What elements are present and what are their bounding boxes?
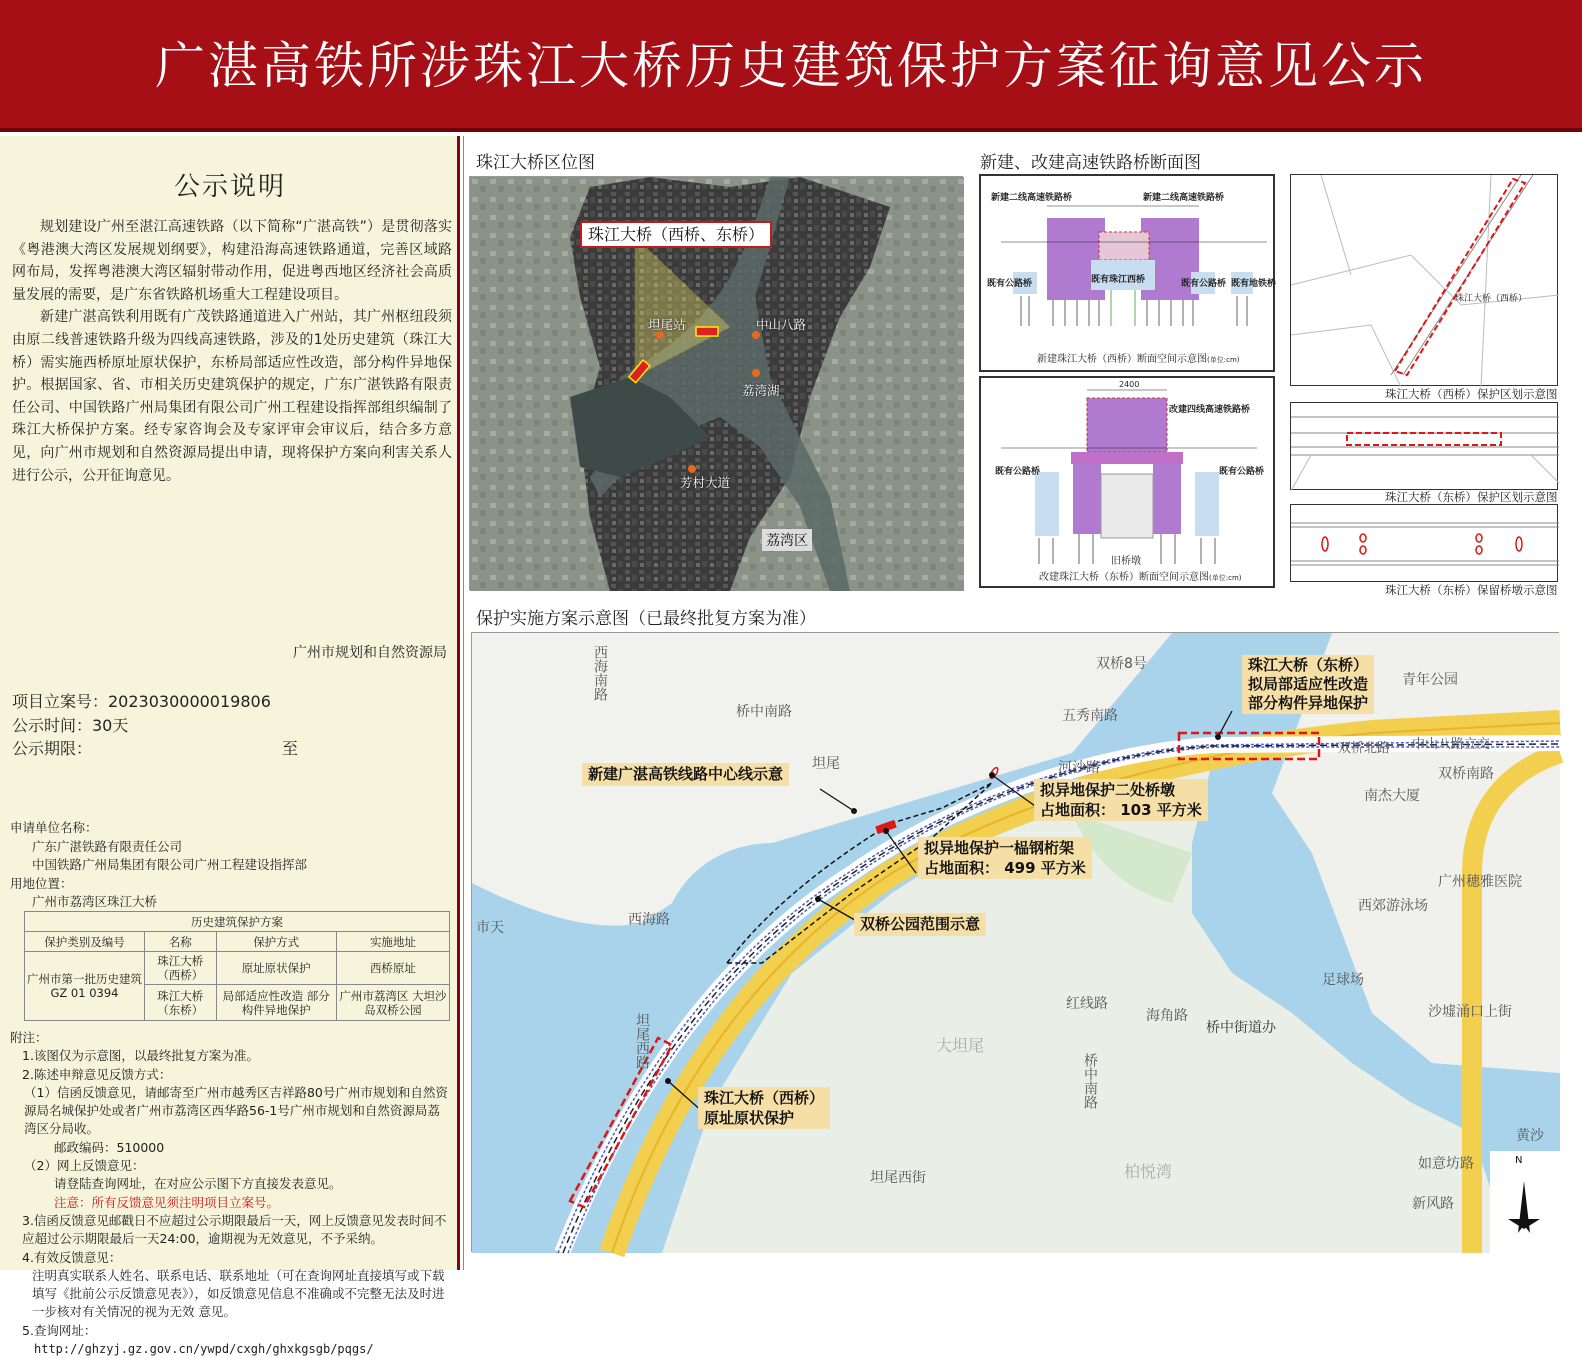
east-dim-top: 2400 (1119, 380, 1140, 389)
poi-label: 南杰大厦 (1364, 788, 1420, 804)
poi-label: 青年公园 (1402, 672, 1458, 688)
title-banner (0, 0, 1582, 132)
table-cell-category: 广州市第一批历史建筑 GZ 01 0394 (25, 952, 145, 1021)
truss-label: 拟异地保护一榀钢桁架 占地面积： 499 平方米 (918, 837, 1092, 879)
table-cell: 广州市荔湾区 大坦沙岛双桥公园 (336, 985, 449, 1021)
poi-label: 足球场 (1322, 972, 1364, 988)
place-label: 芳村大道 (680, 475, 731, 490)
district-label: 荔湾区 (762, 529, 812, 551)
west-new-line-right: 新建二线高速铁路桥 (1143, 193, 1225, 203)
protection-table (24, 911, 450, 1021)
poi-label: 柏悦湾 (1124, 1162, 1173, 1181)
west-exist-road-right: 既有公路桥 (1181, 279, 1227, 289)
east-zone-caption: 珠江大桥（东桥）保护区划示意图 (1385, 490, 1558, 504)
location-map-title: 珠江大桥区位图 (476, 153, 595, 173)
table-row (25, 952, 450, 985)
main-map (471, 632, 1559, 1252)
query-url[interactable]: http://ghzyj.gz.gov.cn/ywpd/cxgh/ghxkgsgb/pqgs/ (34, 1342, 374, 1357)
notice-panel (0, 136, 460, 1357)
page-title: 广湛高铁所涉珠江大桥历史建筑保护方案征询意见公示 (155, 37, 1427, 95)
east-bridge-label: 珠江大桥（东桥） 拟局部适应性改造 部分构件异地保护 (1242, 655, 1374, 714)
sections-title: 新建、改建高速铁路桥断面图 (980, 153, 1201, 173)
east-zone-drawing (1291, 403, 1559, 491)
table-cell: 局部适应性改造 部分构件异地保护 (216, 985, 336, 1021)
poi-label: 桥中南路 (1082, 1053, 1098, 1109)
west-exist-bridge: 既有珠江西桥 (1091, 275, 1146, 285)
project-number: 项目立案号：2023030000019806 (12, 692, 271, 711)
applicant-2: 中国铁路广州局集团有限公司广州工程建设指挥部 (32, 857, 308, 872)
notice-duration: 公示时间：30天 (12, 715, 129, 735)
east-section (979, 376, 1275, 588)
table-cell: 原址原状保护 (216, 952, 336, 985)
east-exist-road-left: 既有公路桥 (995, 467, 1041, 477)
location-map (469, 176, 963, 590)
note-3: 3.信函反馈意见邮戳日不应超过公示期限最后一天，网上反馈意见发表时间不应超过公示期限最后一天24:00，逾期视为无效意见，不予采纳。 (22, 1212, 447, 1247)
issuing-agency: 广州市规划和自然资源局 (293, 645, 447, 661)
poi-label: 海角路 (1146, 1008, 1188, 1024)
poi-label: 沙墟涌口上街 (1428, 1004, 1512, 1020)
east-exist-road-right: 既有公路桥 (1219, 467, 1265, 477)
poi-label: 双桥北路 (1338, 741, 1391, 756)
poi-label: 黄沙 (1516, 1128, 1544, 1144)
poi-label: 西海南路 (592, 645, 608, 701)
west-bridge-label: 珠江大桥（西桥） 原址原状保护 (698, 1087, 830, 1129)
note-2a: （1）信函反馈意见，请邮寄至广州市越秀区吉祥路80号广州市规划和自然资源局名城保护处或者广州市荔湾区西华路56-1号广州市规划和自然资源局荔湾区分局收。 (24, 1084, 448, 1137)
notice-period: 公示期限： (12, 739, 93, 758)
east-pier-drawing (1291, 505, 1559, 583)
poi-label: 新风路 (1412, 1196, 1454, 1212)
notice-period-to: 至 (282, 739, 299, 758)
compass-icon: N (1515, 1155, 1523, 1166)
table-header: 名称 (145, 932, 217, 952)
poi-label: 大坦尾 (936, 1036, 985, 1055)
poi-label: 广州穗雅医院 (1438, 874, 1522, 890)
note-2a-zip: 邮政编码：510000 (54, 1139, 165, 1155)
notes (10, 1029, 450, 1358)
park-label: 双桥公园范围示意 (854, 913, 986, 936)
notice-paragraph-2: 新建广湛高铁利用既有广茂铁路通道进入广州站，其广州枢纽段须由原二线普速铁路升级为四线高速铁路，涉及的1处历史建筑（珠江大桥）需实施西桥原址原状保护，东桥局部适应性改造，部分构件异地保护。根据国家、省、市相关历史建筑保护的规定，广东广湛铁路有限责任公司、中国铁路广州局集团有限公司广州工程建设指挥部组织编制了珠江大桥保护方案。经专家咨询会及专家评审会审议后，结合多方意见，向广州市规划和自然资源局提出申请，现将保护方案向利害关系人进行公示，公开征询意见。 (12, 309, 452, 484)
east-section-caption: 改建珠江大桥（东桥）断面空间示意图(单位:cm) (1039, 572, 1242, 583)
table-caption: 历史建筑保护方案 (25, 912, 450, 932)
note-5: 5.查询网址： (22, 1322, 97, 1338)
main-map-drawing (472, 633, 1560, 1253)
table-header: 实施地址 (336, 932, 449, 952)
table-header: 保护类别及编号 (25, 932, 145, 952)
figures-panel (463, 136, 1582, 1270)
poi-label: 市天 (476, 920, 504, 936)
east-zone-map (1290, 402, 1558, 490)
site-value: 广州市荔湾区珠江大桥 (32, 894, 158, 909)
table-cell: 西桥原址 (336, 952, 449, 985)
note-2b-text: 请登陆查询网址，在对应公示图下方直接发表意见。 (54, 1176, 342, 1192)
west-zone-caption: 珠江大桥（西桥）保护区划示意图 (1385, 387, 1558, 401)
poi-label: 西海路 (628, 912, 670, 928)
note-4: 4.有效反馈意见： (22, 1249, 122, 1265)
place-label: 中山八路 (756, 317, 807, 332)
place-label: 荔湾湖 (742, 383, 780, 398)
west-zone-map (1290, 174, 1558, 386)
west-new-line-left: 新建二线高速铁路桥 (991, 193, 1073, 203)
note-2: 2.陈述申辩意见反馈方式： (22, 1066, 172, 1082)
applicant-label: 申请单位名称： (10, 820, 98, 835)
note-2b: （2）网上反馈意见： (24, 1158, 145, 1174)
poi-label: 双桥南路 (1438, 766, 1494, 782)
poi-label: 河沙路 (1058, 760, 1100, 776)
west-zone-label: 珠江大桥（西桥） (1455, 294, 1528, 304)
poi-label: 坦尾西街 (870, 1170, 926, 1186)
poi-label: 桥中街道办 (1206, 1020, 1276, 1036)
west-exist-metro: 既有地铁桥 (1231, 279, 1277, 289)
note-1: 1.该图仅为示意图，以最终批复方案为准。 (22, 1048, 259, 1064)
west-zone-drawing (1291, 175, 1559, 387)
notice-body (12, 216, 452, 487)
poi-label: 如意坊路 (1418, 1156, 1474, 1172)
centerline-label: 新建广湛高铁线路中心线示意 (582, 763, 789, 786)
notes-title: 附注： (10, 1030, 48, 1045)
location-bridge-label: 珠江大桥（西桥、东桥） (580, 221, 772, 248)
table-header: 保护方式 (216, 932, 336, 952)
east-old-pier: 旧桥墩 (1111, 556, 1141, 567)
table-cell: 珠江大桥（西桥） (145, 952, 217, 985)
east-pier-caption: 珠江大桥（东桥）保留桥墩示意图 (1385, 583, 1558, 597)
poi-label: 西郊游泳场 (1358, 898, 1428, 914)
note-2b-warning: 注意：所有反馈意见须注明项目立案号。 (54, 1194, 280, 1210)
poi-label: 双桥8号 (1096, 656, 1147, 672)
poi-label: 五秀南路 (1062, 708, 1118, 724)
west-section (979, 174, 1275, 372)
site-label: 用地位置： (10, 875, 73, 891)
east-rebuild-label: 改建四线高速铁路桥 (1169, 405, 1251, 415)
west-section-caption: 新建珠江大桥（西桥）断面空间示意图(单位:cm) (1037, 354, 1240, 365)
east-pier-map (1290, 504, 1558, 582)
main-map-title: 保护实施方案示意图（已最终批复方案为准） (476, 609, 816, 629)
applicant-1: 广东广湛铁路有限责任公司 (32, 838, 183, 854)
poi-label: 中山八路立交 (1412, 737, 1491, 752)
applicant-info (10, 819, 307, 912)
note-4-text: 注明真实联系人姓名、联系电话、联系地址（可在查询网址直接填写或下载填写《批前公示反馈意见表》），如反馈意见信息不准确或不完整无法及时进一步核对有关情况的视为无效 意见。 (32, 1267, 445, 1320)
poi-label: 红线路 (1066, 996, 1108, 1012)
notice-meta (12, 690, 299, 761)
poi-label: 坦尾西路 (634, 1013, 650, 1069)
place-label: 坦尾站 (648, 317, 686, 332)
piers-label: 拟异地保护二处桥墩 占地面积： 103 平方米 (1034, 779, 1208, 821)
table-cell: 珠江大桥（东桥） (145, 985, 217, 1021)
notice-paragraph-1: 规划建设广州至湛江高速铁路（以下简称“广湛高铁”）是贯彻落实《粤港澳大湾区发展规划纲要》，构建沿海高速铁路通道，完善区域路网布局，发挥粤港澳大湾区辐射带动作用，促进粤西地区经济社会高质量发展的需要，是广东省铁路机场重大工程建设项目。 (12, 219, 452, 303)
west-exist-road-left: 既有公路桥 (987, 279, 1033, 289)
poi-label: 桥中南路 (736, 704, 792, 720)
notice-heading: 公示说明 (173, 172, 286, 202)
poi-label: 坦尾 (812, 756, 840, 772)
